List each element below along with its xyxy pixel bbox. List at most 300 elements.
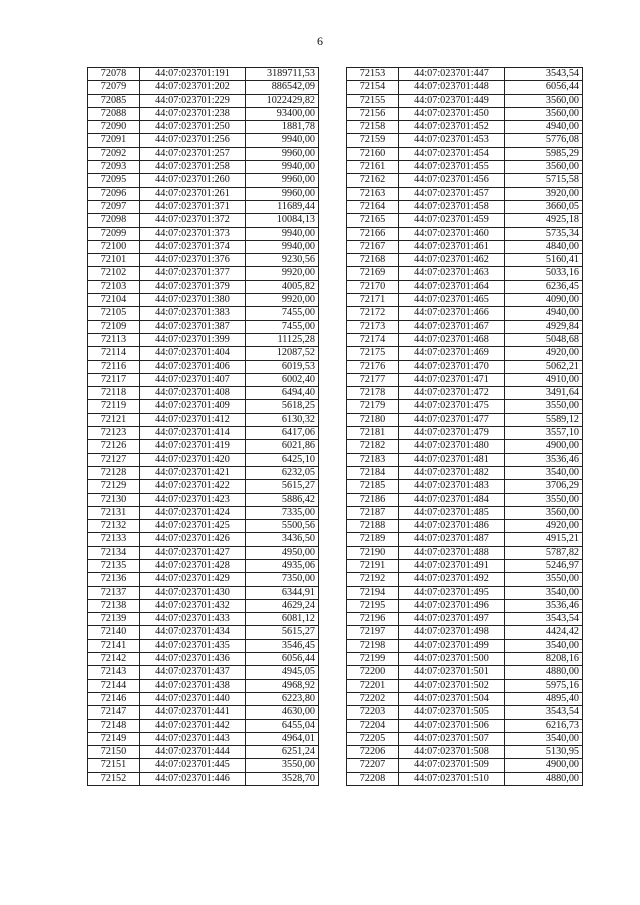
cadastral-number-cell: 44:07:023701:465: [399, 294, 505, 307]
record-number-cell: 72129: [88, 480, 140, 493]
table-row: [88, 493, 319, 506]
value-cell: 6494,40: [246, 387, 319, 400]
cadastral-number-cell: 44:07:023701:427: [140, 546, 246, 559]
record-number-cell: 72098: [88, 214, 140, 227]
cadastral-number-cell: 44:07:023701:433: [140, 613, 246, 626]
table-row: [347, 373, 583, 386]
cadastral-number-cell: 44:07:023701:238: [140, 107, 246, 120]
value-cell: 7455,00: [246, 307, 319, 320]
value-cell: 3436,50: [246, 533, 319, 546]
value-cell: 4940,00: [505, 121, 583, 134]
record-number-cell: 72205: [347, 732, 399, 745]
record-number-cell: 72097: [88, 200, 140, 213]
cadastral-number-cell: 44:07:023701:438: [140, 679, 246, 692]
record-number-cell: 72169: [347, 267, 399, 280]
cadastral-number-cell: 44:07:023701:455: [399, 161, 505, 174]
table-row: [347, 267, 583, 280]
record-number-cell: 72161: [347, 161, 399, 174]
record-number-cell: 72118: [88, 387, 140, 400]
table-row: [347, 360, 583, 373]
value-cell: 5033,16: [505, 267, 583, 280]
cadastral-number-cell: 44:07:023701:260: [140, 174, 246, 187]
table-row: [347, 732, 583, 745]
table-row: [347, 493, 583, 506]
table-row: [88, 307, 319, 320]
cadastral-number-cell: 44:07:023701:463: [399, 267, 505, 280]
table-row: [88, 240, 319, 253]
value-cell: 9960,00: [246, 174, 319, 187]
value-cell: 4900,00: [505, 440, 583, 453]
record-number-cell: 72103: [88, 280, 140, 293]
table-row: [347, 174, 583, 187]
cadastral-number-cell: 44:07:023701:421: [140, 466, 246, 479]
record-number-cell: 72167: [347, 240, 399, 253]
table-row: [88, 440, 319, 453]
value-cell: 3550,00: [246, 759, 319, 772]
value-cell: 4840,00: [505, 240, 583, 253]
value-cell: 6344,91: [246, 586, 319, 599]
value-cell: 4880,00: [505, 666, 583, 679]
cadastral-number-cell: 44:07:023701:442: [140, 719, 246, 732]
record-number-cell: 72149: [88, 732, 140, 745]
value-cell: 886542,09: [246, 81, 319, 94]
value-cell: 6425,10: [246, 453, 319, 466]
record-number-cell: 72200: [347, 666, 399, 679]
record-number-cell: 72140: [88, 626, 140, 639]
record-number-cell: 72191: [347, 559, 399, 572]
cadastral-number-cell: 44:07:023701:404: [140, 347, 246, 360]
record-number-cell: 72152: [88, 772, 140, 785]
record-number-cell: 72183: [347, 453, 399, 466]
cadastral-number-cell: 44:07:023701:435: [140, 639, 246, 652]
record-number-cell: 72150: [88, 746, 140, 759]
value-cell: 11125,28: [246, 333, 319, 346]
cadastral-number-cell: 44:07:023701:472: [399, 387, 505, 400]
value-cell: 5618,25: [246, 400, 319, 413]
value-cell: 3189711,53: [246, 68, 319, 81]
record-number-cell: 72180: [347, 413, 399, 426]
cadastral-number-cell: 44:07:023701:387: [140, 320, 246, 333]
cadastral-number-cell: 44:07:023701:409: [140, 400, 246, 413]
value-cell: 3660,05: [505, 200, 583, 213]
table-row: [347, 347, 583, 360]
value-cell: 4945,05: [246, 666, 319, 679]
table-row: [88, 759, 319, 772]
cadastral-number-cell: 44:07:023701:425: [140, 520, 246, 533]
value-cell: 11689,44: [246, 200, 319, 213]
cadastral-number-cell: 44:07:023701:377: [140, 267, 246, 280]
table-row: [347, 121, 583, 134]
table-row: [88, 333, 319, 346]
table-row: [347, 227, 583, 240]
table-row: [347, 413, 583, 426]
table-row: [347, 68, 583, 81]
record-number-cell: 72178: [347, 387, 399, 400]
cadastral-number-cell: 44:07:023701:444: [140, 746, 246, 759]
table-row: [347, 653, 583, 666]
record-number-cell: 72139: [88, 613, 140, 626]
table-row: [347, 147, 583, 160]
table-row: [88, 81, 319, 94]
cadastral-number-cell: 44:07:023701:432: [140, 599, 246, 612]
value-cell: 4920,00: [505, 347, 583, 360]
record-number-cell: 72170: [347, 280, 399, 293]
table-row: [88, 626, 319, 639]
cadastral-number-cell: 44:07:023701:383: [140, 307, 246, 320]
table-row: [88, 772, 319, 785]
record-number-cell: 72164: [347, 200, 399, 213]
table-row: [347, 200, 583, 213]
value-cell: 9230,56: [246, 254, 319, 267]
table-row: [88, 520, 319, 533]
cadastral-number-cell: 44:07:023701:480: [399, 440, 505, 453]
cadastral-number-cell: 44:07:023701:419: [140, 440, 246, 453]
record-number-cell: 72198: [347, 639, 399, 652]
table-row: [88, 653, 319, 666]
value-cell: 9960,00: [246, 147, 319, 160]
table-row: [347, 161, 583, 174]
cadastral-number-cell: 44:07:023701:500: [399, 653, 505, 666]
record-number-cell: 72153: [347, 68, 399, 81]
record-number-cell: 72151: [88, 759, 140, 772]
cadastral-number-cell: 44:07:023701:492: [399, 573, 505, 586]
record-number-cell: 72146: [88, 692, 140, 705]
value-cell: 5715,58: [505, 174, 583, 187]
cadastral-number-cell: 44:07:023701:441: [140, 706, 246, 719]
record-number-cell: 72143: [88, 666, 140, 679]
table-row: [88, 121, 319, 134]
record-number-cell: 72197: [347, 626, 399, 639]
record-number-cell: 72199: [347, 653, 399, 666]
value-cell: 4968,92: [246, 679, 319, 692]
parcel-table-left-body: [88, 68, 319, 786]
cadastral-number-cell: 44:07:023701:498: [399, 626, 505, 639]
value-cell: 3536,46: [505, 453, 583, 466]
cadastral-number-cell: 44:07:023701:479: [399, 427, 505, 440]
value-cell: 3536,46: [505, 599, 583, 612]
cadastral-number-cell: 44:07:023701:477: [399, 413, 505, 426]
record-number-cell: 72091: [88, 134, 140, 147]
record-number-cell: 72168: [347, 254, 399, 267]
parcel-table-right: [346, 67, 583, 786]
value-cell: 5246,97: [505, 559, 583, 572]
record-number-cell: 72175: [347, 347, 399, 360]
table-row: [347, 400, 583, 413]
table-row: [88, 546, 319, 559]
record-number-cell: 72192: [347, 573, 399, 586]
value-cell: 5975,16: [505, 679, 583, 692]
value-cell: 4005,82: [246, 280, 319, 293]
value-cell: 4895,40: [505, 692, 583, 705]
record-number-cell: 72162: [347, 174, 399, 187]
table-row: [347, 320, 583, 333]
record-number-cell: 72208: [347, 772, 399, 785]
cadastral-number-cell: 44:07:023701:424: [140, 506, 246, 519]
record-number-cell: 72186: [347, 493, 399, 506]
table-row: [88, 679, 319, 692]
value-cell: 6236,45: [505, 280, 583, 293]
record-number-cell: 72173: [347, 320, 399, 333]
value-cell: 6251,24: [246, 746, 319, 759]
table-row: [88, 453, 319, 466]
table-row: [88, 227, 319, 240]
cadastral-number-cell: 44:07:023701:466: [399, 307, 505, 320]
value-cell: 3491,64: [505, 387, 583, 400]
cadastral-number-cell: 44:07:023701:445: [140, 759, 246, 772]
record-number-cell: 72141: [88, 639, 140, 652]
value-cell: 10084,13: [246, 214, 319, 227]
table-row: [347, 134, 583, 147]
table-row: [347, 254, 583, 267]
table-row: [88, 746, 319, 759]
record-number-cell: 72179: [347, 400, 399, 413]
table-row: [347, 81, 583, 94]
record-number-cell: 72155: [347, 94, 399, 107]
value-cell: 6417,06: [246, 427, 319, 440]
table-row: [88, 719, 319, 732]
record-number-cell: 72095: [88, 174, 140, 187]
table-row: [347, 280, 583, 293]
cadastral-number-cell: 44:07:023701:408: [140, 387, 246, 400]
cadastral-number-cell: 44:07:023701:434: [140, 626, 246, 639]
cadastral-number-cell: 44:07:023701:399: [140, 333, 246, 346]
value-cell: 3560,00: [505, 506, 583, 519]
value-cell: 4090,00: [505, 294, 583, 307]
cadastral-number-cell: 44:07:023701:256: [140, 134, 246, 147]
cadastral-number-cell: 44:07:023701:491: [399, 559, 505, 572]
table-row: [347, 599, 583, 612]
value-cell: 3920,00: [505, 187, 583, 200]
cadastral-number-cell: 44:07:023701:406: [140, 360, 246, 373]
value-cell: 6056,44: [505, 81, 583, 94]
table-row: [347, 586, 583, 599]
table-row: [347, 692, 583, 705]
value-cell: 5589,12: [505, 413, 583, 426]
table-row: [347, 427, 583, 440]
record-number-cell: 72119: [88, 400, 140, 413]
value-cell: 4900,00: [505, 759, 583, 772]
record-number-cell: 72116: [88, 360, 140, 373]
value-cell: 9960,00: [246, 187, 319, 200]
cadastral-number-cell: 44:07:023701:257: [140, 147, 246, 160]
record-number-cell: 72144: [88, 679, 140, 692]
table-row: [88, 347, 319, 360]
cadastral-number-cell: 44:07:023701:372: [140, 214, 246, 227]
cadastral-number-cell: 44:07:023701:495: [399, 586, 505, 599]
value-cell: 5985,29: [505, 147, 583, 160]
record-number-cell: 72154: [347, 81, 399, 94]
record-number-cell: 72185: [347, 480, 399, 493]
record-number-cell: 72128: [88, 466, 140, 479]
table-row: [347, 294, 583, 307]
table-row: [88, 506, 319, 519]
cadastral-number-cell: 44:07:023701:407: [140, 373, 246, 386]
table-row: [88, 480, 319, 493]
record-number-cell: 72206: [347, 746, 399, 759]
cadastral-number-cell: 44:07:023701:475: [399, 400, 505, 413]
record-number-cell: 72147: [88, 706, 140, 719]
value-cell: 3528,70: [246, 772, 319, 785]
cadastral-number-cell: 44:07:023701:499: [399, 639, 505, 652]
value-cell: 6021,86: [246, 440, 319, 453]
table-row: [347, 506, 583, 519]
value-cell: 3543,54: [505, 613, 583, 626]
value-cell: 3543,54: [505, 68, 583, 81]
record-number-cell: 72165: [347, 214, 399, 227]
value-cell: 6019,53: [246, 360, 319, 373]
cadastral-number-cell: 44:07:023701:507: [399, 732, 505, 745]
table-row: [88, 134, 319, 147]
value-cell: 3560,00: [505, 107, 583, 120]
cadastral-number-cell: 44:07:023701:414: [140, 427, 246, 440]
cadastral-number-cell: 44:07:023701:458: [399, 200, 505, 213]
value-cell: 8208,16: [505, 653, 583, 666]
cadastral-number-cell: 44:07:023701:373: [140, 227, 246, 240]
record-number-cell: 72088: [88, 107, 140, 120]
record-number-cell: 72188: [347, 520, 399, 533]
table-row: [88, 427, 319, 440]
cadastral-number-cell: 44:07:023701:459: [399, 214, 505, 227]
value-cell: 9940,00: [246, 134, 319, 147]
table-row: [88, 267, 319, 280]
cadastral-number-cell: 44:07:023701:376: [140, 254, 246, 267]
record-number-cell: 72181: [347, 427, 399, 440]
cadastral-number-cell: 44:07:023701:261: [140, 187, 246, 200]
record-number-cell: 72130: [88, 493, 140, 506]
value-cell: 4424,42: [505, 626, 583, 639]
record-number-cell: 72177: [347, 373, 399, 386]
value-cell: 3550,00: [505, 573, 583, 586]
cadastral-number-cell: 44:07:023701:496: [399, 599, 505, 612]
record-number-cell: 72090: [88, 121, 140, 134]
value-cell: 4925,18: [505, 214, 583, 227]
parcel-table-left: [87, 67, 319, 786]
record-number-cell: 72166: [347, 227, 399, 240]
value-cell: 3560,00: [505, 161, 583, 174]
table-row: [347, 573, 583, 586]
table-row: [88, 732, 319, 745]
record-number-cell: 72172: [347, 307, 399, 320]
value-cell: 4935,06: [246, 559, 319, 572]
value-cell: 5615,27: [246, 480, 319, 493]
table-row: [88, 400, 319, 413]
record-number-cell: 72127: [88, 453, 140, 466]
value-cell: 7335,00: [246, 506, 319, 519]
record-number-cell: 72134: [88, 546, 140, 559]
table-row: [347, 214, 583, 227]
cadastral-number-cell: 44:07:023701:443: [140, 732, 246, 745]
cadastral-number-cell: 44:07:023701:412: [140, 413, 246, 426]
cadastral-number-cell: 44:07:023701:447: [399, 68, 505, 81]
cadastral-number-cell: 44:07:023701:470: [399, 360, 505, 373]
cadastral-number-cell: 44:07:023701:437: [140, 666, 246, 679]
record-number-cell: 72189: [347, 533, 399, 546]
value-cell: 3706,29: [505, 480, 583, 493]
cadastral-number-cell: 44:07:023701:457: [399, 187, 505, 200]
value-cell: 4629,24: [246, 599, 319, 612]
table-row: [88, 280, 319, 293]
cadastral-number-cell: 44:07:023701:461: [399, 240, 505, 253]
table-row: [88, 161, 319, 174]
record-number-cell: 72133: [88, 533, 140, 546]
table-row: [88, 373, 319, 386]
record-number-cell: 72138: [88, 599, 140, 612]
table-row: [88, 692, 319, 705]
table-row: [88, 360, 319, 373]
value-cell: 6002,40: [246, 373, 319, 386]
value-cell: 4950,00: [246, 546, 319, 559]
table-row: [88, 613, 319, 626]
value-cell: 9920,00: [246, 294, 319, 307]
table-row: [347, 626, 583, 639]
record-number-cell: 72085: [88, 94, 140, 107]
cadastral-number-cell: 44:07:023701:488: [399, 546, 505, 559]
cadastral-number-cell: 44:07:023701:426: [140, 533, 246, 546]
table-row: [88, 533, 319, 546]
cadastral-number-cell: 44:07:023701:423: [140, 493, 246, 506]
table-row: [88, 706, 319, 719]
cadastral-number-cell: 44:07:023701:464: [399, 280, 505, 293]
record-number-cell: 72096: [88, 187, 140, 200]
record-number-cell: 72132: [88, 520, 140, 533]
value-cell: 4929,84: [505, 320, 583, 333]
table-row: [88, 94, 319, 107]
cadastral-number-cell: 44:07:023701:202: [140, 81, 246, 94]
table-row: [347, 639, 583, 652]
value-cell: 3540,00: [505, 466, 583, 479]
table-row: [347, 520, 583, 533]
value-cell: 7350,00: [246, 573, 319, 586]
cadastral-number-cell: 44:07:023701:508: [399, 746, 505, 759]
record-number-cell: 72196: [347, 613, 399, 626]
record-number-cell: 72160: [347, 147, 399, 160]
cadastral-number-cell: 44:07:023701:462: [399, 254, 505, 267]
cadastral-number-cell: 44:07:023701:429: [140, 573, 246, 586]
table-row: [347, 613, 583, 626]
cadastral-number-cell: 44:07:023701:501: [399, 666, 505, 679]
table-row: [347, 94, 583, 107]
record-number-cell: 72204: [347, 719, 399, 732]
parcel-table-right-body: [347, 68, 583, 786]
record-number-cell: 72148: [88, 719, 140, 732]
record-number-cell: 72187: [347, 506, 399, 519]
value-cell: 4630,00: [246, 706, 319, 719]
record-number-cell: 72102: [88, 267, 140, 280]
table-row: [347, 453, 583, 466]
record-number-cell: 72137: [88, 586, 140, 599]
table-row: [347, 307, 583, 320]
cadastral-number-cell: 44:07:023701:505: [399, 706, 505, 719]
record-number-cell: 72100: [88, 240, 140, 253]
value-cell: 4940,00: [505, 307, 583, 320]
cadastral-number-cell: 44:07:023701:510: [399, 772, 505, 785]
table-row: [347, 440, 583, 453]
value-cell: 5615,27: [246, 626, 319, 639]
value-cell: 9940,00: [246, 227, 319, 240]
record-number-cell: 72156: [347, 107, 399, 120]
record-number-cell: 72113: [88, 333, 140, 346]
table-row: [347, 466, 583, 479]
value-cell: 6455,04: [246, 719, 319, 732]
cadastral-number-cell: 44:07:023701:504: [399, 692, 505, 705]
value-cell: 6056,44: [246, 653, 319, 666]
record-number-cell: 72163: [347, 187, 399, 200]
value-cell: 5048,68: [505, 333, 583, 346]
record-number-cell: 72099: [88, 227, 140, 240]
cadastral-number-cell: 44:07:023701:471: [399, 373, 505, 386]
value-cell: 93400,00: [246, 107, 319, 120]
cadastral-number-cell: 44:07:023701:258: [140, 161, 246, 174]
